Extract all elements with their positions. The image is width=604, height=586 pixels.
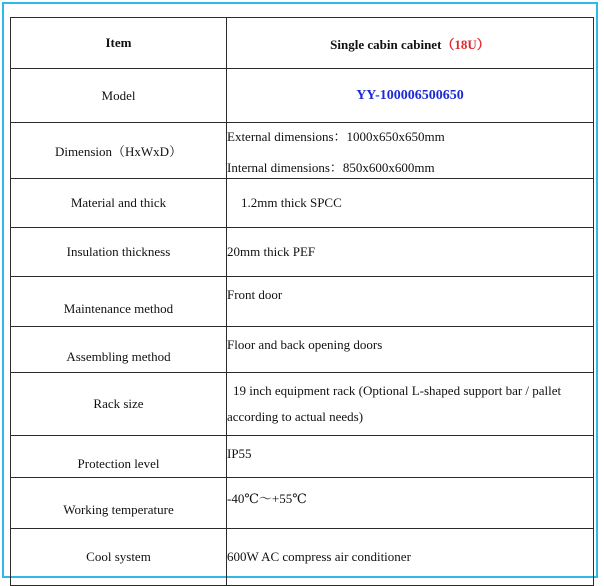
table-row-temperature [11, 478, 594, 529]
rack-line-1: 19 inch equipment rack (Optional L-shaped support bar / pallet [233, 383, 562, 398]
row-value-assembling: Floor and back opening doors [227, 327, 594, 373]
row-value-maintenance: Front door [227, 277, 594, 327]
table-row-assembling [11, 327, 594, 373]
spec-table [10, 17, 594, 586]
header-item: Item [11, 18, 227, 69]
table-header-row [11, 18, 594, 69]
row-label-dimension: Dimension（HxWxD） [11, 123, 227, 179]
header-product-name: Single cabin cabinet [330, 36, 442, 52]
table-row-protection [11, 436, 594, 478]
row-value-temperature: -40℃～+55℃ [227, 478, 594, 529]
row-label-protection: Protection level [11, 436, 227, 478]
row-value-material: 1.2mm thick SPCC [227, 179, 594, 228]
row-label-rack: Rack size [11, 373, 227, 436]
table-row-insulation [11, 228, 594, 277]
table-row-material [11, 179, 594, 228]
row-value-model: YY-100006500650 [227, 69, 594, 123]
row-label-maintenance: Maintenance method [11, 277, 227, 327]
row-value-cool: 600W AC compress air conditioner [227, 529, 594, 586]
row-label-temperature: Working temperature [11, 478, 227, 529]
rack-line-2: according to actual needs) [227, 409, 364, 424]
dimension-internal: Internal dimensions：850x600x600mm [227, 159, 435, 175]
dimension-external: External dimensions：1000x650x650mm [227, 128, 445, 144]
row-label-material: Material and thick [11, 179, 227, 228]
table-row-model [11, 69, 594, 123]
row-label-insulation: Insulation thickness [11, 228, 227, 277]
row-value-dimension [227, 123, 594, 179]
row-value-protection: IP55 [227, 436, 594, 478]
row-label-cool: Cool system [11, 529, 227, 586]
row-label-assembling: Assembling method [11, 327, 227, 373]
row-label-model: Model [11, 69, 227, 123]
table-row-dimension [11, 123, 594, 179]
table-row-rack [11, 373, 594, 436]
header-product-size: （18U） [441, 36, 490, 52]
table-row-maintenance [11, 277, 594, 327]
row-value-insulation: 20mm thick PEF [227, 228, 594, 277]
row-value-rack [227, 373, 594, 436]
header-product [227, 18, 594, 69]
table-row-cool [11, 529, 594, 586]
